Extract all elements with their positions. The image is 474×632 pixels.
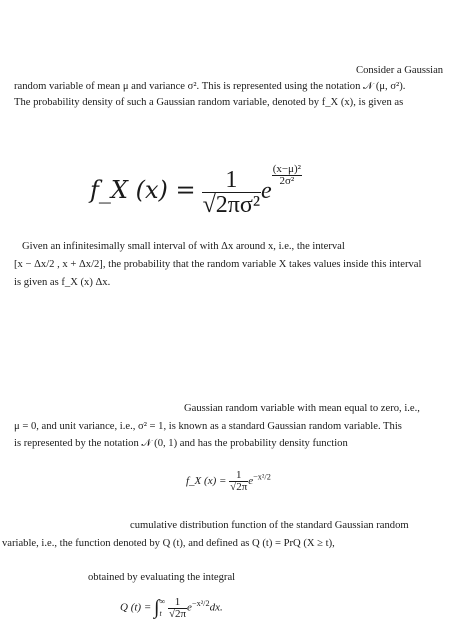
equation-3-fraction <box>168 597 187 620</box>
exponent-denominator: 2σ² <box>272 175 302 187</box>
equation-2-lhs: f_X (x) = <box>186 475 227 488</box>
paragraph-1-line-1: Consider a Gaussian <box>356 65 444 76</box>
equation-denominator: √2πσ² <box>202 191 261 218</box>
integral-upper-limit: ∞ <box>159 597 166 606</box>
q-function-integral-equation <box>120 596 223 620</box>
equation-fraction <box>202 168 261 217</box>
paragraph-2-line-3: is given as f_X (x) Δx. <box>14 277 111 288</box>
equation-2-exponent: −x²/2 <box>253 472 271 482</box>
equation-lhs: f_X (x) = <box>90 176 196 204</box>
paragraph-3-line-1: Gaussian random variable with mean equal to zero, i.e., <box>184 403 420 414</box>
equation-3-lhs: Q (t) = <box>120 601 152 614</box>
equation-3-exponential-base: e <box>187 601 192 614</box>
integral-sign: ∫ <box>154 596 160 619</box>
integral-lower-limit: t <box>159 609 162 618</box>
paragraph-4-line-2: variable, i.e., the function denoted by Q (t), and defined as Q (t) = PrQ (X ≥ t), <box>2 538 335 549</box>
paragraph-5-line-1: obtained by evaluating the integral <box>88 572 236 583</box>
equation-numerator: 1 <box>225 166 238 193</box>
equation-3-numerator: 1 <box>174 595 181 608</box>
equation-exponential-base: e <box>261 178 272 204</box>
paragraph-2-line-1: Given an infinitesimally small interval of with Δx around x, i.e., the interval <box>22 241 345 252</box>
standard-gaussian-pdf-equation <box>186 470 271 493</box>
paragraph-4-line-1: cumulative distribution function of the standard Gaussian random <box>130 520 409 531</box>
exponent-numerator: (x−μ)² <box>272 163 301 175</box>
paragraph-3-line-3: is represented by the notation 𝒩 (0, 1) and has the probability density function <box>14 438 348 449</box>
paragraph-3-line-2: μ = 0, and unit variance, i.e., σ² = 1, is known as a standard Gaussian random variable. This <box>14 421 402 432</box>
integral-limits <box>159 596 165 620</box>
equation-2-denominator: √2π <box>230 481 248 493</box>
paragraph-1-line-3: The probability density of such a Gaussian random variable, denoted by f_X (x), is given as <box>14 97 404 108</box>
paragraph-1-line-2: random variable of mean μ and variance σ². This is represented using the notation 𝒩 (μ, σ²). <box>14 81 406 92</box>
equation-2-fraction <box>229 470 248 493</box>
equation-2-exponential-base: e <box>248 475 254 488</box>
gaussian-pdf-equation <box>90 164 302 217</box>
equation-3-denominator: √2π <box>168 607 187 620</box>
paragraph-2-line-2: [x − Δx/2 , x + Δx/2], the probability that the random variable X takes values inside this interval <box>14 259 422 270</box>
equation-3-differential: dx. <box>209 601 223 614</box>
equation-3-exponent: −x²/2 <box>191 598 210 608</box>
equation-2-numerator: 1 <box>235 469 242 481</box>
equation-exponent <box>272 164 302 187</box>
